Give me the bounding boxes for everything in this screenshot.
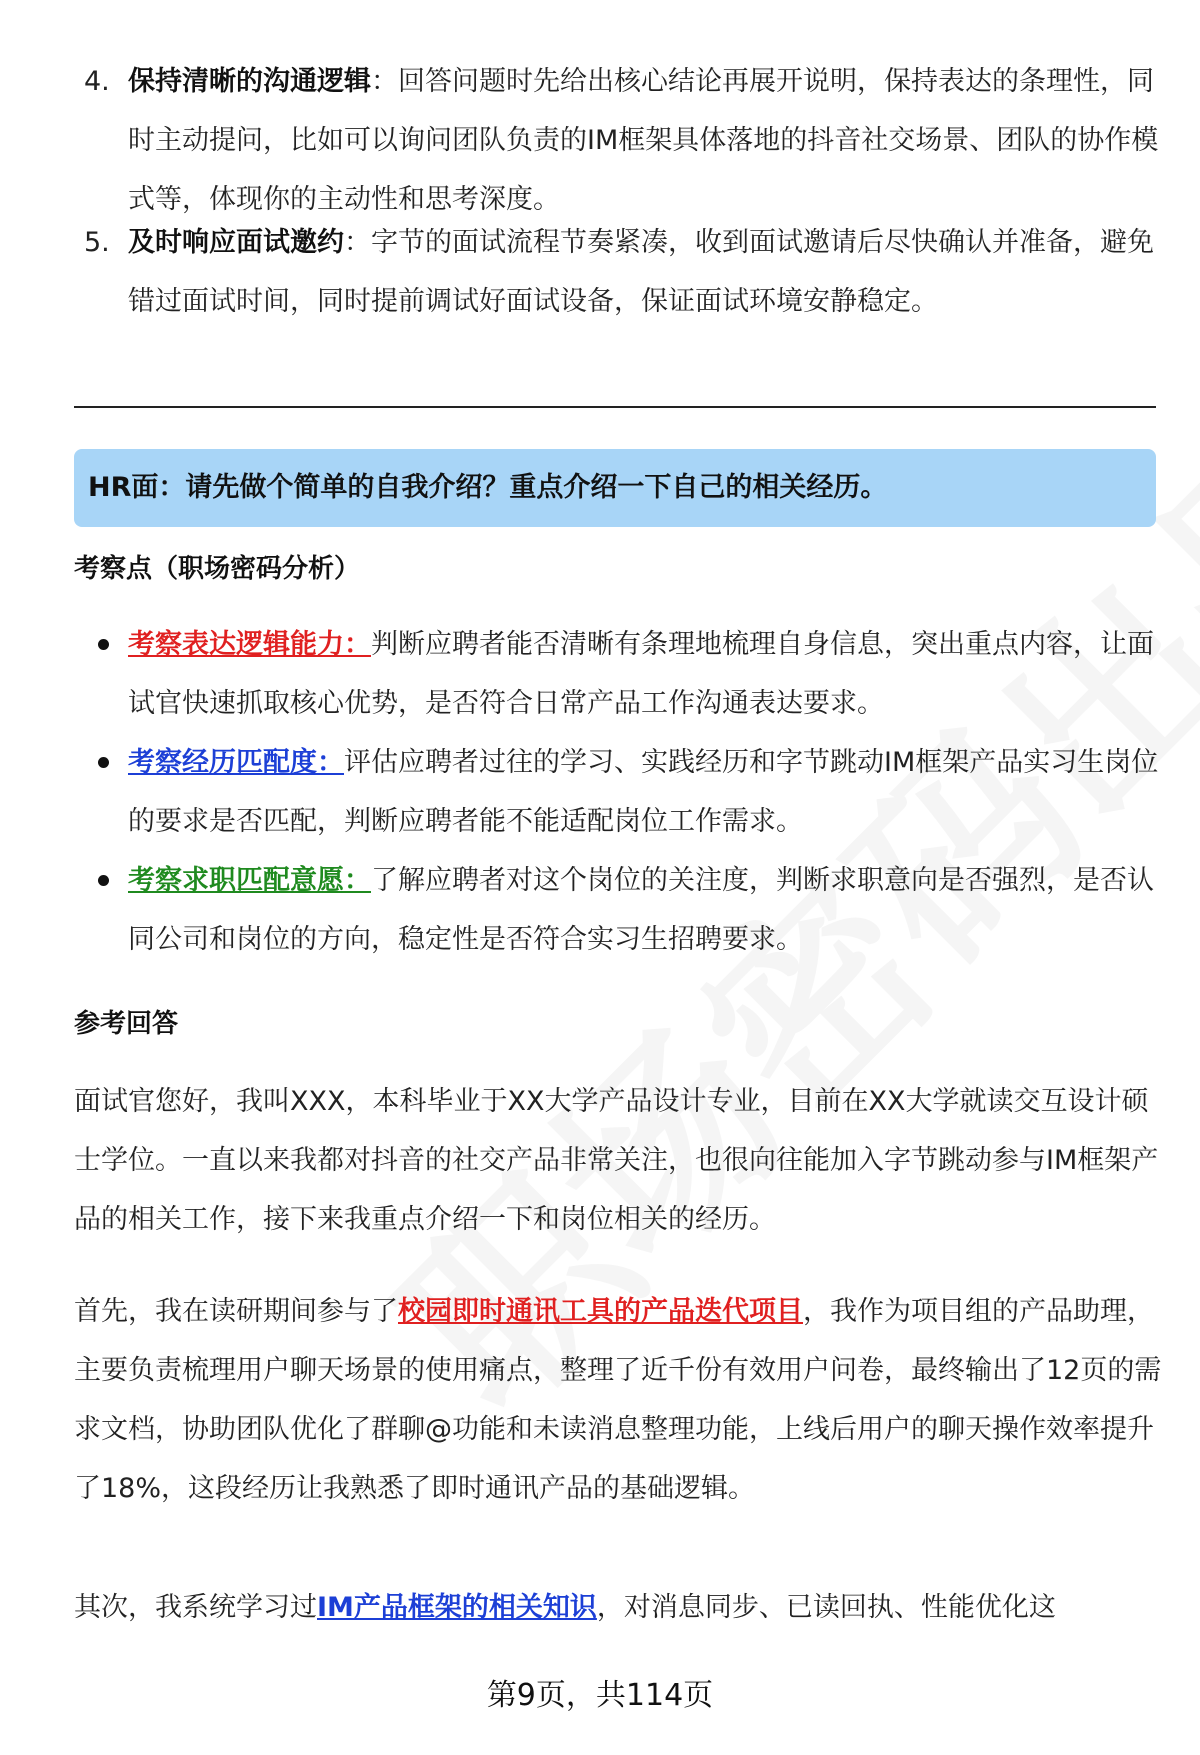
analysis-point: [74, 851, 1164, 969]
question-text: HR面：请先做个简单的自我介绍？重点介绍一下自己的相关经历。: [88, 472, 888, 503]
bullet-dot: [98, 875, 109, 886]
list-item-body: [128, 52, 1164, 229]
analysis-text: 了解应聘者对这个岗位的关注度，判断求职意向是否强烈，是否认同公司和岗位的方向，稳定性是否符合实习生招聘要求。: [128, 865, 1154, 955]
para-text: 首先，我在读研期间参与了: [74, 1296, 398, 1327]
list-item-colon: ：: [371, 66, 398, 97]
analysis-heading: 考察点（职场密码分析）: [74, 554, 361, 584]
analysis-point: [74, 615, 1164, 733]
list-item-text: 字节的面试流程节奏紧凑，收到面试邀请后尽快确认并准备，避免错过面试时间，同时提前调试好面试设备，保证面试环境安静稳定。: [128, 227, 1154, 317]
para-highlight: IM产品框架的相关知识: [317, 1592, 597, 1623]
para-text: 其次，我系统学习过: [74, 1592, 317, 1623]
list-number: 5.: [84, 227, 110, 258]
analysis-text: 判断应聘者能否清晰有条理地梳理自身信息，突出重点内容，让面试官快速抓取核心优势，是否符合日常产品工作沟通表达要求。: [128, 629, 1154, 719]
list-item-5: [74, 213, 1164, 331]
analysis-keyword: 考察经历匹配度：: [128, 747, 344, 778]
section-divider: [74, 406, 1156, 408]
list-item-body: [128, 213, 1164, 331]
para-text: ，对消息同步、已读回执、性能优化这: [596, 1592, 1056, 1623]
page-footer: 第9页，共114页: [486, 1678, 714, 1713]
analysis-point: [74, 733, 1164, 851]
list-item-text: 回答问题时先给出核心结论再展开说明，保持表达的条理性，同时主动提问，比如可以询问团队负责的IM框架具体落地的抖音社交场景、团队的协作模式等，体现你的主动性和思考深度。: [128, 66, 1159, 215]
analysis-list: [74, 615, 1164, 969]
list-number: 4.: [84, 66, 110, 97]
analysis-text: 评估应聘者过往的学习、实践经历和字节跳动IM框架产品实习生岗位的要求是否匹配，判断应聘者能不能适配岗位工作需求。: [128, 747, 1159, 837]
bullet-dot: [98, 757, 109, 768]
list-item-colon: ：: [344, 227, 371, 258]
answer-paragraph-2: [74, 1282, 1164, 1518]
list-item-title: 保持清晰的沟通逻辑: [128, 66, 371, 97]
question-box: [74, 449, 1156, 527]
answer-heading: 参考回答: [74, 1009, 179, 1039]
para-text: ，我作为项目组的产品助理，主要负责梳理用户聊天场景的使用痛点，整理了近千份有效用户问卷，最终输出了12页的需求文档，协助团队优化了群聊@功能和未读消息整理功能，上线后用户的聊天操作效率提升了18%，这段经历让我熟悉了即时通讯产品的基础逻辑。: [74, 1296, 1162, 1504]
analysis-keyword: 考察表达逻辑能力：: [128, 629, 371, 660]
answer-paragraph-3: [74, 1578, 1164, 1637]
list-item-title: 及时响应面试邀约: [128, 227, 344, 258]
bullet-dot: [98, 639, 109, 650]
answer-paragraph-1: 面试官您好，我叫XXX，本科毕业于XX大学产品设计专业，目前在XX大学就读交互设计硕士学位。一直以来我都对抖音的社交产品非常关注，也很向往能加入字节跳动参与IM框架产品的相关工作，接下来我重点介绍一下和岗位相关的经历。: [74, 1086, 1159, 1235]
analysis-keyword: 考察求职匹配意愿：: [128, 865, 371, 896]
list-item-4: [74, 52, 1164, 229]
para-highlight: 校园即时通讯工具的产品迭代项目: [398, 1296, 803, 1327]
